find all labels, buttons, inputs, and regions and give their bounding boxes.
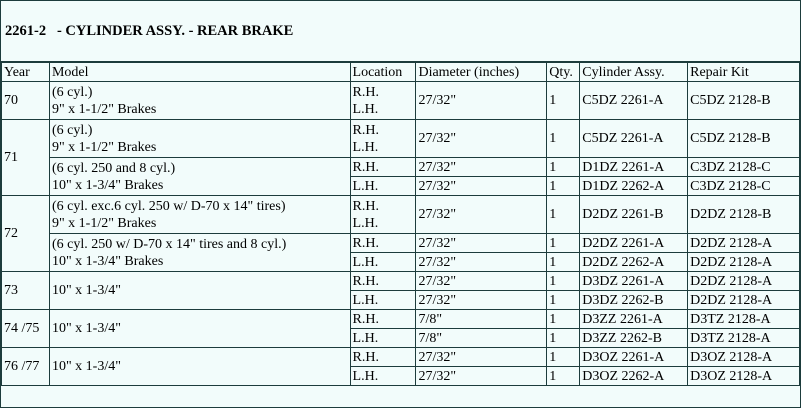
diameter-cell: 27/32" (416, 253, 547, 272)
model-line: (6 cyl.) (51, 122, 93, 138)
repair-kit-cell: D2DZ 2128-A (688, 234, 800, 253)
year-cell: 70 (2, 82, 50, 120)
location-cell: L.H. (350, 329, 416, 348)
diameter-cell: 7/8" (416, 329, 547, 348)
part-code: 2261-2 (5, 23, 47, 39)
table-row (2, 234, 800, 253)
location-line: L.H. (352, 215, 379, 231)
diameter-cell: 27/32" (416, 120, 547, 158)
location-cell: L.H. (350, 291, 416, 310)
cylinder-cell: D1DZ 2262-A (580, 177, 688, 196)
diameter-cell: 27/32" (416, 291, 547, 310)
cylinder-cell: D3DZ 2261-A (580, 272, 688, 291)
model-line: 9" x 1-1/2" Brakes (51, 215, 157, 231)
location-line: L.H. (352, 139, 379, 155)
header-repair-kit: Repair Kit (688, 63, 800, 82)
model-cell (49, 120, 350, 158)
qty-cell: 1 (547, 367, 580, 386)
repair-kit-cell: D2DZ 2128-B (688, 196, 800, 234)
table-row (2, 348, 800, 367)
diameter-cell: 27/32" (416, 272, 547, 291)
table-row (2, 310, 800, 329)
table-header-row (2, 63, 800, 82)
model-line: (6 cyl. 250 w/ D-70 x 14" tires and 8 cyl.) (51, 236, 287, 252)
diameter-cell: 27/32" (416, 177, 547, 196)
header-diameter: Diameter (inches) (416, 63, 547, 82)
location-cell (350, 196, 416, 234)
repair-kit-cell: D2DZ 2128-A (688, 291, 800, 310)
model-cell: 10" x 1-3/4" (49, 272, 350, 310)
diameter-cell: 27/32" (416, 82, 547, 120)
qty-cell: 1 (547, 196, 580, 234)
model-cell: 10" x 1-3/4" (49, 310, 350, 348)
table-row (2, 158, 800, 177)
year-cell: 72 (2, 196, 50, 272)
diameter-cell: 7/8" (416, 310, 547, 329)
diameter-cell: 27/32" (416, 234, 547, 253)
diameter-cell: 27/32" (416, 367, 547, 386)
header-year: Year (2, 63, 50, 82)
model-line: (6 cyl. exc.6 cyl. 250 w/ D-70 x 14" tires) (51, 198, 286, 214)
cylinder-cell: C5DZ 2261-A (580, 82, 688, 120)
location-cell (350, 82, 416, 120)
repair-kit-cell: C3DZ 2128-C (688, 158, 800, 177)
header-cylinder-assy: Cylinder Assy. (580, 63, 688, 82)
qty-cell: 1 (547, 158, 580, 177)
model-cell (49, 196, 350, 234)
qty-cell: 1 (547, 253, 580, 272)
header-location: Location (350, 63, 416, 82)
location-cell: L.H. (350, 253, 416, 272)
model-line: 10" x 1-3/4" Brakes (51, 253, 164, 269)
cylinder-cell: D2DZ 2262-A (580, 253, 688, 272)
location-line: R.H. (352, 84, 379, 100)
header-qty: Qty. (547, 63, 580, 82)
location-line: R.H. (352, 198, 379, 214)
qty-cell: 1 (547, 82, 580, 120)
model-line: (6 cyl.) (51, 84, 93, 100)
qty-cell: 1 (547, 120, 580, 158)
page-title (5, 23, 293, 40)
location-cell: R.H. (350, 272, 416, 291)
location-cell (350, 120, 416, 158)
cylinder-cell: D2DZ 2261-B (580, 196, 688, 234)
location-cell: R.H. (350, 310, 416, 329)
repair-kit-cell: D3TZ 2128-A (688, 310, 800, 329)
location-cell: L.H. (350, 177, 416, 196)
qty-cell: 1 (547, 329, 580, 348)
model-line: 9" x 1-1/2" Brakes (51, 101, 157, 117)
model-cell (49, 82, 350, 120)
model-line: (6 cyl. 250 and 8 cyl.) (51, 160, 176, 176)
repair-kit-cell: C5DZ 2128-B (688, 82, 800, 120)
year-cell: 76 /77 (2, 348, 50, 386)
cylinder-cell: D3OZ 2262-A (580, 367, 688, 386)
model-cell: 10" x 1-3/4" (49, 348, 350, 386)
model-line: 9" x 1-1/2" Brakes (51, 139, 157, 155)
cylinder-cell: D3ZZ 2261-A (580, 310, 688, 329)
location-cell: L.H. (350, 367, 416, 386)
diameter-cell: 27/32" (416, 348, 547, 367)
year-cell: 73 (2, 272, 50, 310)
title-description: - CYLINDER ASSY. - REAR BRAKE (56, 23, 294, 39)
table-row (2, 82, 800, 120)
cylinder-cell: D3DZ 2262-B (580, 291, 688, 310)
qty-cell: 1 (547, 348, 580, 367)
diameter-cell: 27/32" (416, 158, 547, 177)
qty-cell: 1 (547, 177, 580, 196)
location-line: R.H. (352, 122, 379, 138)
title-bar (1, 1, 800, 62)
location-cell: R.H. (350, 234, 416, 253)
parts-table (1, 62, 800, 386)
location-cell: R.H. (350, 158, 416, 177)
repair-kit-cell: D3OZ 2128-A (688, 367, 800, 386)
model-cell (49, 158, 350, 196)
year-cell: 71 (2, 120, 50, 196)
repair-kit-cell: D2DZ 2128-A (688, 272, 800, 291)
repair-kit-cell: C3DZ 2128-C (688, 177, 800, 196)
cylinder-cell: C5DZ 2261-A (580, 120, 688, 158)
qty-cell: 1 (547, 272, 580, 291)
qty-cell: 1 (547, 291, 580, 310)
cylinder-cell: D3OZ 2261-A (580, 348, 688, 367)
diameter-cell: 27/32" (416, 196, 547, 234)
model-line: 10" x 1-3/4" Brakes (51, 177, 164, 193)
repair-kit-cell: C5DZ 2128-B (688, 120, 800, 158)
cylinder-cell: D2DZ 2261-A (580, 234, 688, 253)
model-cell (49, 234, 350, 272)
location-line: L.H. (352, 101, 379, 117)
repair-kit-cell: D2DZ 2128-A (688, 253, 800, 272)
qty-cell: 1 (547, 234, 580, 253)
repair-kit-cell: D3OZ 2128-A (688, 348, 800, 367)
header-model: Model (49, 63, 350, 82)
year-cell: 74 /75 (2, 310, 50, 348)
cylinder-cell: D1DZ 2261-A (580, 158, 688, 177)
table-row (2, 196, 800, 234)
qty-cell: 1 (547, 310, 580, 329)
cylinder-cell: D3ZZ 2262-B (580, 329, 688, 348)
location-cell: R.H. (350, 348, 416, 367)
table-row (2, 120, 800, 158)
table-row (2, 272, 800, 291)
repair-kit-cell: D3TZ 2128-A (688, 329, 800, 348)
